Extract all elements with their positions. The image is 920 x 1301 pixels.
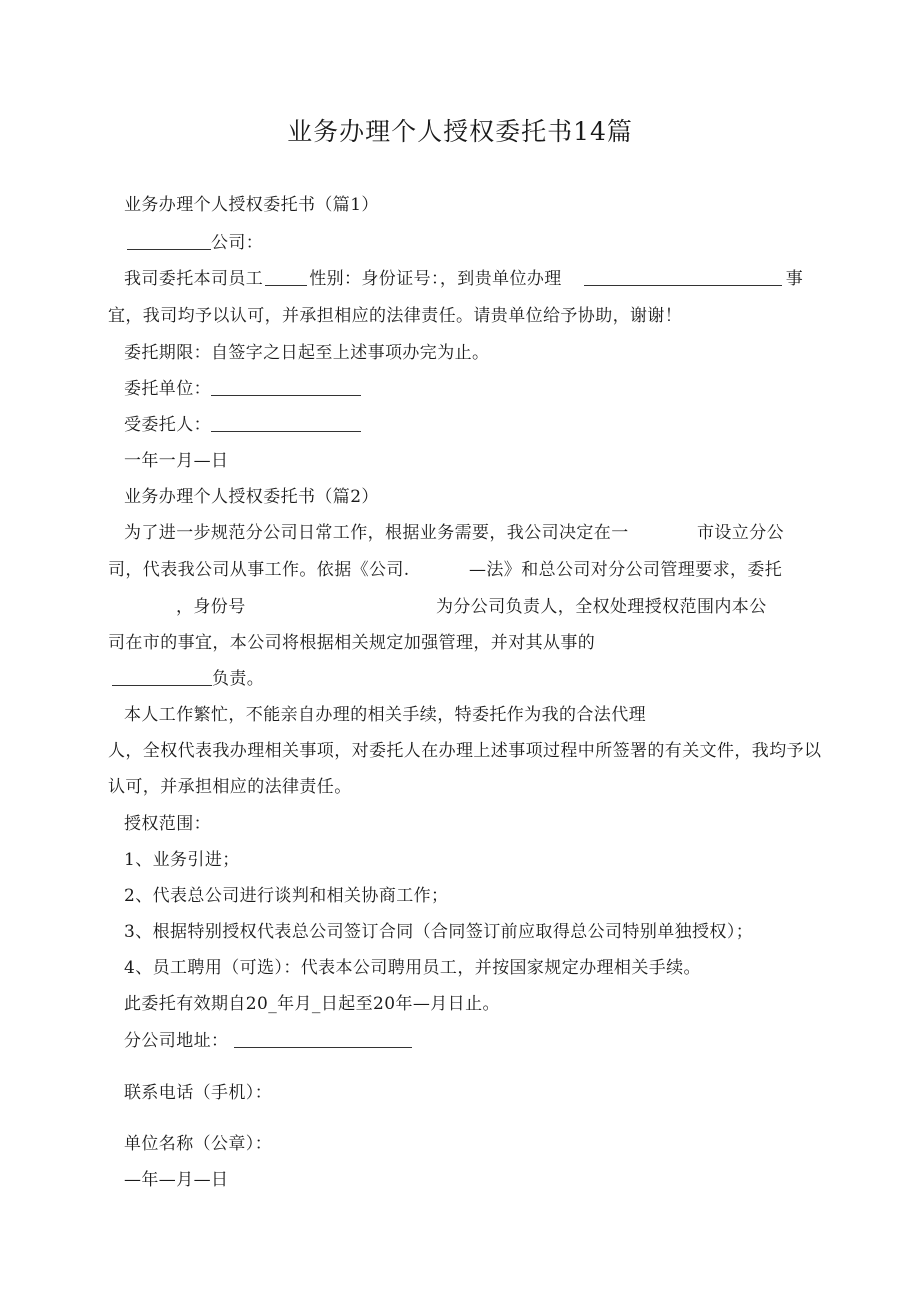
scope-item-1: 1、业务引进； [124,850,240,870]
responsibility-blank [112,667,212,686]
company-blank [127,231,211,250]
scope-item-3: 3、根据特别授权代表总公司签订合同（合同签订前应取得总公司特别单独授权）； [124,922,754,942]
p1-line1-a: 为了进一步规范分公司日常工作，根据业务需要，我公司决定在一 [124,523,629,543]
period-line: 委托期限：自签字之日起至上述事项办完为止。 [124,343,490,363]
p1-line3-b: 为分公司负责人，全权处理授权范围内本公 [436,597,767,617]
section1-date: 一年一月—日 [124,451,229,471]
section1-body-line2: 宜，我司均予以认可，并承担相应的法律责任。请贵单位给予协助，谢谢！ [108,306,683,326]
p1-line3-a: ，身份号 [176,597,246,617]
branch-address-line [124,1029,412,1053]
p1-line5-text: 负责。 [212,669,265,689]
scope-item-4: 4、员工聘用（可选）：代表本公司聘用员工，并按国家规定办理相关手续。 [124,958,701,978]
validity-line: 此委托有效期自20_年月_日起至20年—月日止。 [124,994,500,1014]
unit-name-label: 单位名称（公章）： [124,1134,273,1154]
p1-line5 [112,667,264,691]
section1-heading: 业务办理个人授权委托书（篇1） [124,195,379,215]
agent-label: 受委托人： [124,415,211,435]
body-line1-part-b: 性别：身份证号：，到贵单位办理 [309,269,562,289]
agent-line [124,413,361,437]
phone-label: 联系电话（手机）： [124,1083,273,1103]
agent-blank [211,413,361,432]
employee-blank [265,267,307,286]
addressee-label: 公司： [211,233,264,253]
p1-line2-b: —法》和总公司对分公司管理要求，委托 [469,560,783,580]
section2-date: —年—月—日 [124,1170,229,1190]
principal-label: 委托单位： [124,379,211,399]
branch-address-label: 分公司地址： [124,1031,229,1051]
matter-blank [584,267,782,286]
principal-blank [211,377,361,396]
p2-line3: 认可，并承担相应的法律责任。 [108,777,352,797]
addressee-line [127,231,263,255]
scope-label: 授权范围： [124,814,211,834]
p1-line4: 司在市的事宜，本公司将根据相关规定加强管理，并对其从事的 [108,633,596,653]
section2-heading: 业务办理个人授权委托书（篇2） [124,487,379,507]
p1-line1-b: 市设立分公 [697,523,784,543]
body-line1-part-a: 我司委托本司员工 [124,269,264,289]
principal-line [124,377,361,401]
document-title: 业务办理个人授权委托书14篇 [287,117,633,146]
section1-body-line1 [124,267,803,291]
p1-line2-a: 司，代表我公司从事工作。依据《公司. [108,560,410,580]
p2-line1: 本人工作繁忙，不能亲自办理的相关手续，特委托作为我的合法代理 [124,705,646,725]
body-line1-part-c: 事 [785,269,804,289]
branch-address-blank [234,1029,412,1048]
scope-item-2: 2、代表总公司进行谈判和相关协商工作； [124,886,449,906]
p2-line2: 人，全权代表我办理相关事项，对委托人在办理上述事项过程中所签署的有关文件，我均予以 [108,741,822,761]
